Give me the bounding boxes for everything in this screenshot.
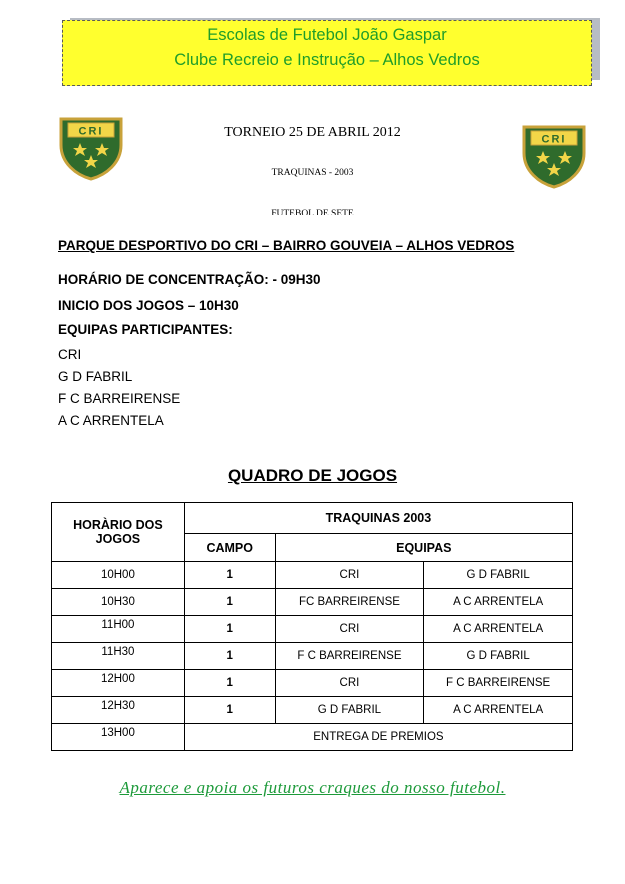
game-home-team: CRI [275, 562, 424, 589]
game-field: 1 [184, 616, 275, 643]
team-item: CRI [58, 347, 82, 362]
teams-column-header: EQUIPAS [275, 534, 572, 562]
schedule-heading: QUADRO DE JOGOS [227, 466, 398, 485]
awards-ceremony: ENTREGA DE PREMIOS [184, 724, 572, 751]
tournament-title: TORNEIO 25 DE ABRIL 2012 [224, 125, 401, 140]
game-away-team: A C ARRENTELA [424, 589, 573, 616]
game-time: 11H30 [52, 643, 185, 670]
table-row [52, 589, 573, 616]
club-name: Clube Recreio e Instrução – Alhos Vedros [174, 51, 480, 69]
team-item: G D FABRIL [58, 369, 133, 384]
slogan: Aparece e apoia os futuros craques do nosso futebol. [119, 778, 506, 797]
table-row [52, 697, 573, 724]
game-field: 1 [184, 589, 275, 616]
venue: PARQUE DESPORTIVO DO CRI – BAIRRO GOUVEIA – ALHOS VEDROS [58, 238, 515, 253]
team-item: A C ARRENTELA [58, 413, 164, 428]
header-banner [62, 20, 592, 86]
game-away-team: A C ARRENTELA [424, 697, 573, 724]
time-column-header: HORÀRIO DOS JOGOS [52, 503, 185, 562]
school-name: Escolas de Futebol João Gaspar [207, 26, 447, 44]
table-row [52, 724, 573, 751]
game-away-team: F C BARREIRENSE [424, 670, 573, 697]
game-home-team: F C BARREIRENSE [275, 643, 424, 670]
table-row [52, 616, 573, 643]
tournament-format: FUTEBOL DE SETE [271, 209, 354, 215]
group-header: TRAQUINAS 2003 [184, 503, 572, 534]
game-away-team: G D FABRIL [424, 643, 573, 670]
game-home-team: CRI [275, 670, 424, 697]
game-away-team: G D FABRIL [424, 562, 573, 589]
game-field: 1 [184, 643, 275, 670]
game-away-team: A C ARRENTELA [424, 616, 573, 643]
team-item: F C BARREIRENSE [58, 391, 181, 406]
table-row [52, 670, 573, 697]
svg-text:CRI: CRI [541, 133, 567, 146]
teams-heading: EQUIPAS PARTICIPANTES: [58, 322, 233, 337]
game-home-team: CRI [275, 616, 424, 643]
game-home-team: G D FABRIL [275, 697, 424, 724]
final-time: 13H00 [52, 724, 185, 751]
game-time: 10H30 [52, 589, 185, 616]
game-home-team: FC BARREIRENSE [275, 589, 424, 616]
schedule-table [51, 502, 573, 751]
game-time: 12H00 [52, 670, 185, 697]
game-field: 1 [184, 697, 275, 724]
game-time: 12H30 [52, 697, 185, 724]
game-field: 1 [184, 562, 275, 589]
game-field: 1 [184, 670, 275, 697]
games-start-time: INICIO DOS JOGOS – 10H30 [58, 298, 239, 313]
game-time: 11H00 [52, 616, 185, 643]
tournament-category: TRAQUINAS - 2003 [271, 168, 354, 178]
field-column-header: CAMPO [184, 534, 275, 562]
game-time: 10H00 [52, 562, 185, 589]
concentration-time: HORÁRIO DE CONCENTRAÇÃO: - 09H30 [58, 272, 321, 287]
svg-text:CRI: CRI [78, 125, 104, 138]
table-row [52, 562, 573, 589]
table-row [52, 643, 573, 670]
